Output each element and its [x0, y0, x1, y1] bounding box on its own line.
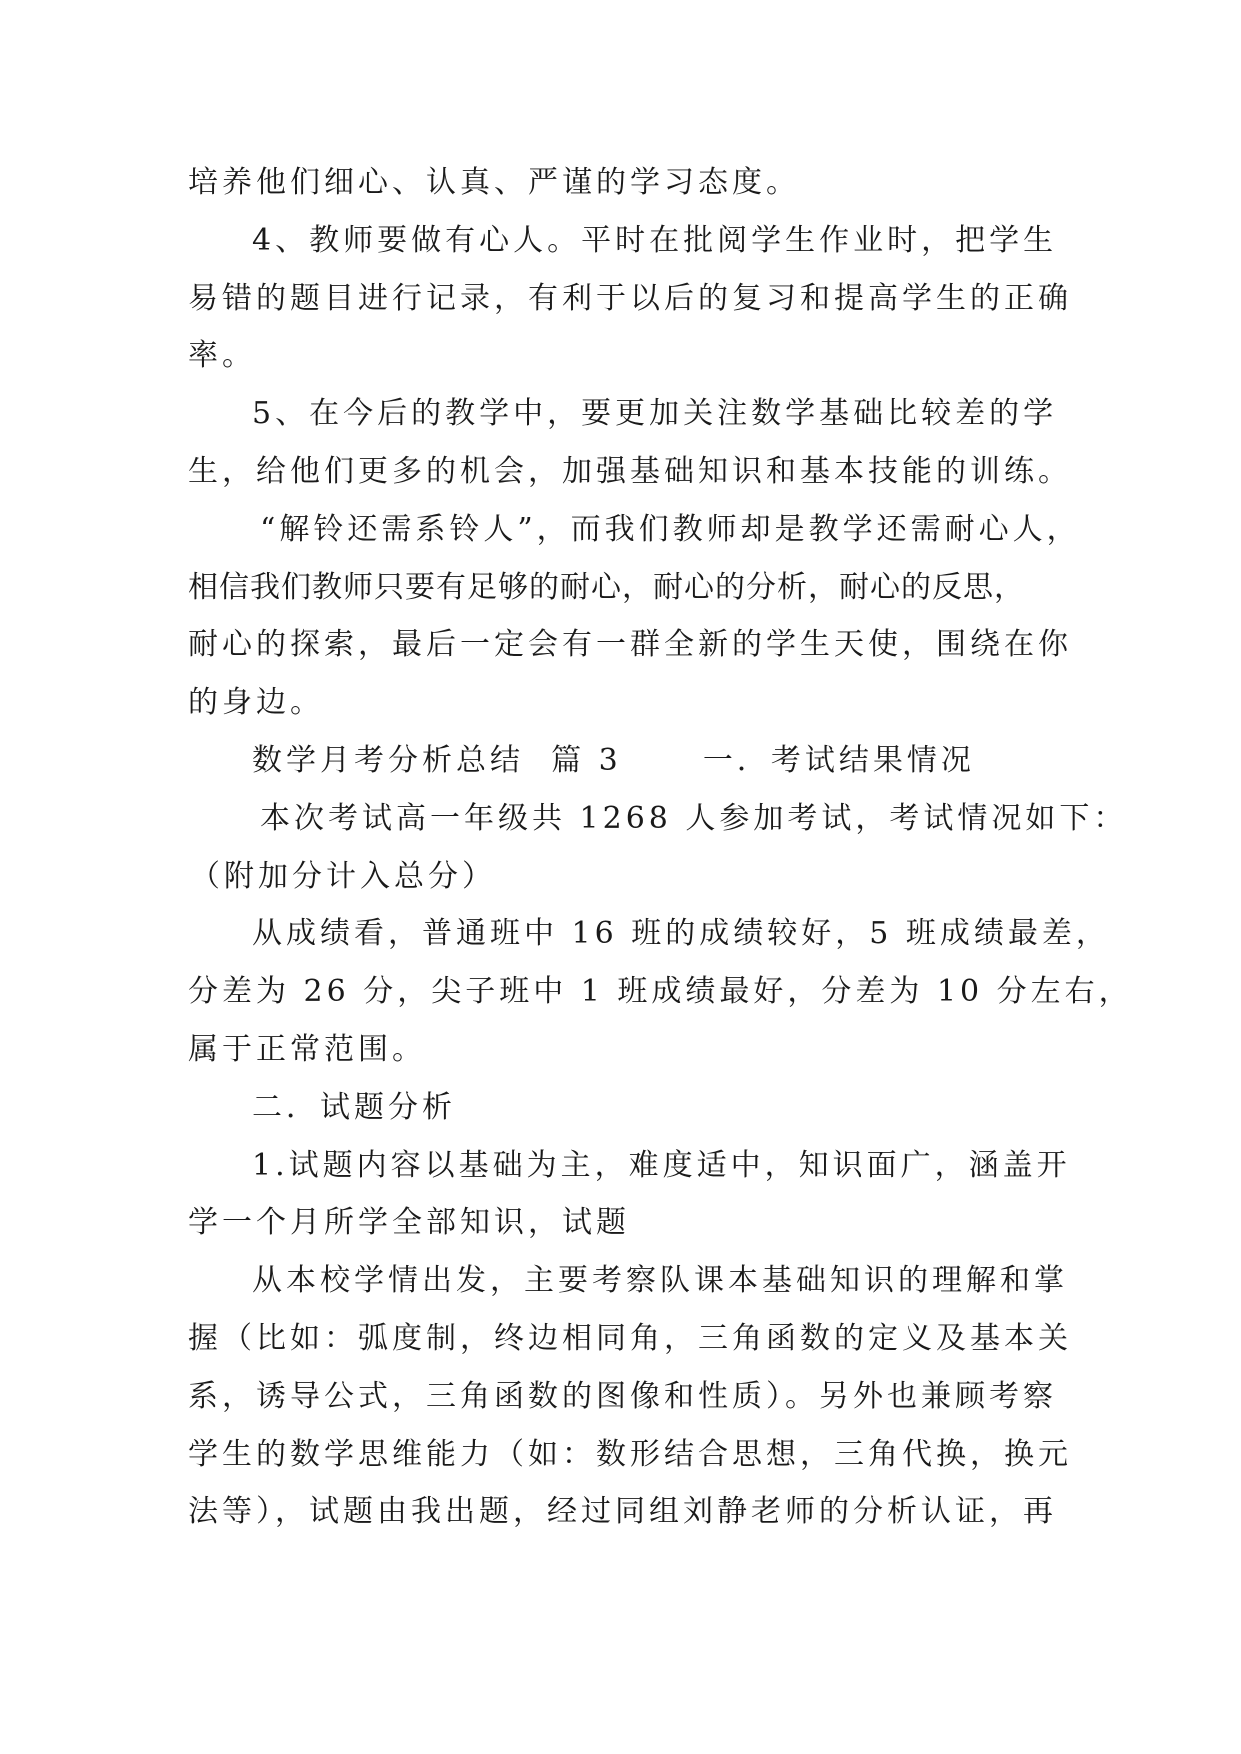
text-line: 学一个月所学全部知识，试题 [188, 1205, 630, 1241]
text-line: 从本校学情出发，主要考察队课本基础知识的理解和掌 [252, 1263, 1068, 1299]
text-line: “解铃还需系铃人”，而我们教师却是教学还需耐心人， [260, 511, 1081, 547]
text-line: 从成绩看，普通班中 16 班的成绩较好，5 班成绩最差， [252, 916, 1110, 952]
text-line: 握（比如：弧度制，终边相同角，三角函数的定义及基本关 [188, 1320, 1072, 1356]
text-line: 系，诱导公式，三角函数的图像和性质）。另外也兼顾考察 [188, 1378, 1057, 1414]
text-line: 生，给他们更多的机会，加强基础知识和基本技能的训练。 [188, 453, 1072, 489]
text-line: 培养他们细心、认真、严谨的学习态度。 [188, 165, 800, 200]
text-line: 相信我们教师只要有足够的耐心，耐心的分析，耐心的反思， [188, 569, 1025, 605]
text-line: 法等），试题由我出题，经过同组刘静老师的分析认证，再 [188, 1494, 1057, 1530]
text-line: 分差为 26 分，尖子班中 1 班成绩最好，分差为 10 分左右， [188, 974, 1133, 1010]
text-line: 1.试题内容以基础为主，难度适中，知识面广，涵盖开 [252, 1147, 1071, 1183]
section-heading: 二．试题分析 [252, 1089, 456, 1125]
document-body [188, 154, 1133, 1541]
text-line: 易错的题目进行记录，有利于以后的复习和提高学生的正确 [188, 280, 1072, 316]
text-line: 耐心的探索，最后一定会有一群全新的学生天使，围绕在你 [188, 627, 1072, 663]
text-line: 5、在今后的教学中，要更加关注数学基础比较差的学 [252, 396, 1058, 432]
text-line: 属于正常范围。 [188, 1031, 426, 1067]
text-line: 本次考试高一年级共 1268 人参加考试，考试情况如下： [260, 800, 1128, 836]
text-line: 4、教师要做有心人。平时在批阅学生作业时，把学生 [252, 222, 1058, 258]
text-line: 率。 [188, 338, 256, 374]
text-line: 的身边。 [188, 685, 324, 721]
text-line: （附加分计入总分） [190, 858, 496, 894]
section-heading: 数学月考分析总结 篇 3 一．考试结果情况 [252, 742, 975, 778]
text-line: 学生的数学思维能力（如：数形结合思想，三角代换，换元 [188, 1436, 1072, 1472]
